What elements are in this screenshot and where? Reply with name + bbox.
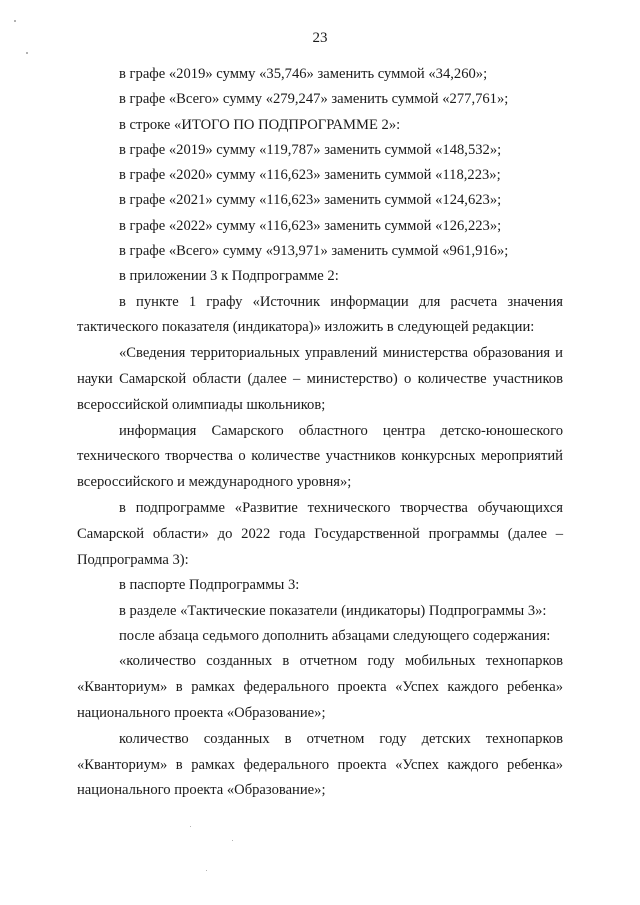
paragraph: в строке «ИТОГО ПО ПОДПРОГРАММЕ 2»:	[119, 116, 401, 133]
paragraph: в графе «2022» сумму «116,623» заменить суммой «126,223»;	[119, 217, 502, 234]
paragraph: в пункте 1 графу «Источник информации для расчета значения тактического показателя (индикатора)» изложить в следующей редакции:	[77, 293, 563, 336]
paragraph: количество созданных в отчетном году детских технопарков «Кванториум» в рамках федерального проекта «Успех каждого ребенка» национального проекта «Образование»;	[77, 730, 563, 799]
paragraph: «количество созданных в отчетном году мобильных технопарков «Кванториум» в рамках федерального проекта «Успех каждого ребенка» национального проекта «Образование»;	[77, 653, 563, 721]
document-body	[77, 62, 563, 804]
paragraph: в графе «2021» сумму «116,623» заменить суммой «124,623»;	[119, 192, 502, 209]
paragraph: в паспорте Подпрограммы 3:	[119, 577, 300, 594]
paragraph: в приложении 3 к Подпрограмме 2:	[119, 268, 339, 285]
page-number: 23	[312, 30, 328, 46]
paragraph: после абзаца седьмого дополнить абзацами следующего содержания:	[119, 628, 551, 645]
paragraph: в графе «Всего» сумму «913,971» заменить суммой «961,916»;	[119, 243, 509, 260]
paragraph: «Сведения территориальных управлений министерства образования и науки Самарской области (далее – министерство) о количестве участников всероссийской олимпиады школьников;	[77, 345, 563, 413]
paragraph: в подпрограмме «Развитие технического творчества обучающихся Самарской области» до 2022 года Государственной программы (далее – Подпрограмма 3):	[77, 500, 563, 568]
paragraph: в графе «2020» сумму «116,623» заменить суммой «118,223»;	[119, 167, 501, 184]
paragraph: в графе «2019» сумму «35,746» заменить суммой «34,260»;	[119, 66, 488, 82]
paragraph: в графе «Всего» сумму «279,247» заменить суммой «277,761»;	[119, 91, 509, 108]
scan-speck	[14, 20, 16, 22]
paragraph: информация Самарского областного центра детско-юношеского технического творчества о количестве участников конкурсных мероприятий всероссийского и международного уровня»;	[77, 422, 563, 491]
scan-speck	[26, 52, 28, 54]
paragraph: в разделе «Тактические показатели (индикаторы) Подпрограммы 3»:	[119, 602, 547, 619]
scan-speck	[232, 840, 233, 841]
scan-speck	[190, 826, 191, 827]
paragraph: в графе «2019» сумму «119,787» заменить суммой «148,532»;	[119, 141, 502, 158]
scan-speck	[206, 870, 207, 871]
